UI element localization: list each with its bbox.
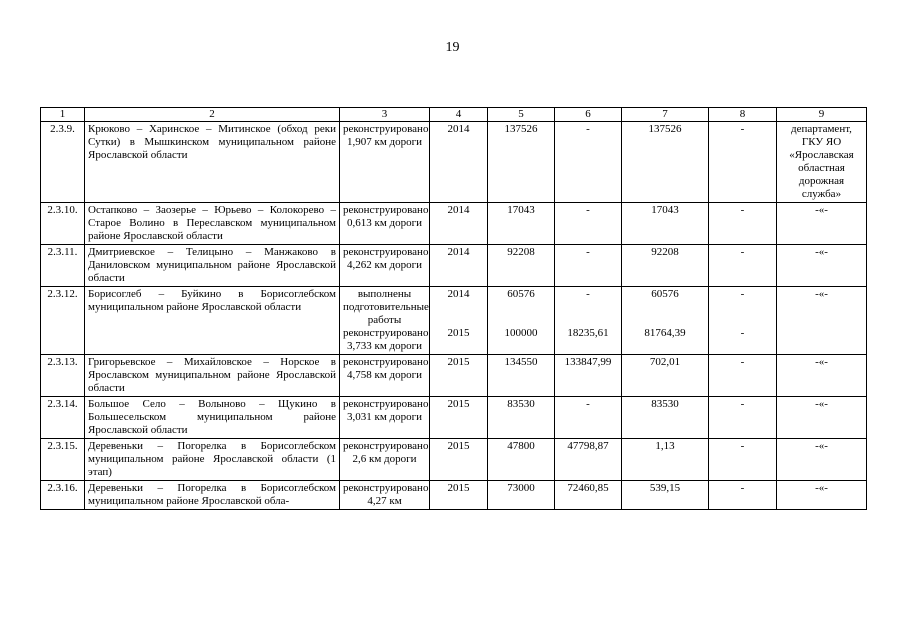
federal-funds: 81764,39 bbox=[644, 327, 686, 339]
regional-funds-cell bbox=[555, 245, 622, 287]
regional-funds: 72460,85 bbox=[567, 482, 609, 494]
road-name: Деревеньки – Погорелка в Борисоглебском муниципальном районе Ярославской области (1 этап) bbox=[85, 439, 340, 481]
federal-funds: 1,13 bbox=[655, 440, 675, 452]
regional-funds: 18235,61 bbox=[567, 327, 609, 339]
work-result-cell bbox=[340, 287, 430, 355]
year: 2014 bbox=[447, 246, 470, 258]
road-name: Деревеньки – Погорелка в Борисоглебском муниципальном районе Ярославской обла- bbox=[85, 481, 340, 510]
table-row bbox=[41, 287, 867, 355]
header-cell: 6 bbox=[555, 108, 622, 122]
federal-funds: 539,15 bbox=[649, 482, 681, 494]
year-cell bbox=[430, 245, 488, 287]
other-funds-cell bbox=[709, 439, 777, 481]
row-number: 2.3.13. bbox=[41, 355, 85, 397]
other-funds-cell bbox=[709, 245, 777, 287]
total-amount: 137526 bbox=[504, 123, 538, 135]
work-result: реконструировано 1,907 км дороги bbox=[343, 123, 429, 148]
other-funds: - bbox=[740, 398, 745, 410]
work-result-cell bbox=[340, 481, 430, 510]
year-cell bbox=[430, 439, 488, 481]
page-number: 19 bbox=[445, 40, 460, 55]
year-cell bbox=[430, 122, 488, 203]
other-funds-cell bbox=[709, 355, 777, 397]
federal-funds: 92208 bbox=[651, 246, 679, 258]
regional-funds: 47798,87 bbox=[567, 440, 609, 452]
executor: -«- bbox=[777, 203, 867, 245]
header-cell: 9 bbox=[777, 108, 867, 122]
other-funds-cell bbox=[709, 203, 777, 245]
executor: -«- bbox=[777, 397, 867, 439]
other-funds: - bbox=[740, 246, 745, 258]
regional-funds-cell bbox=[555, 355, 622, 397]
work-result: выполнены подготовительные работы bbox=[343, 288, 429, 326]
year-cell bbox=[430, 355, 488, 397]
regional-funds-cell bbox=[555, 439, 622, 481]
federal-funds-cell bbox=[622, 245, 709, 287]
other-funds: - bbox=[740, 204, 745, 216]
row-number: 2.3.10. bbox=[41, 203, 85, 245]
work-result: реконструировано 4,27 км bbox=[343, 482, 429, 507]
executor: -«- bbox=[777, 245, 867, 287]
header-cell: 8 bbox=[709, 108, 777, 122]
header-cell: 2 bbox=[85, 108, 340, 122]
road-name: Дмитриевское – Телицыно – Манжаково в Даниловском муниципальном районе Ярославской области bbox=[85, 245, 340, 287]
header-cell: 1 bbox=[41, 108, 85, 122]
total-amount: 134550 bbox=[504, 356, 538, 368]
total-amount: 60576 bbox=[507, 288, 535, 300]
executor: департамент, ГКУ ЯО «Ярославская областная дорожная служба» bbox=[777, 122, 867, 203]
other-funds-cell bbox=[709, 287, 777, 355]
total-amount: 73000 bbox=[507, 482, 535, 494]
other-funds-cell bbox=[709, 397, 777, 439]
work-result-cell bbox=[340, 397, 430, 439]
work-result: реконструировано 3,733 км дороги bbox=[343, 327, 429, 352]
total-amount-cell bbox=[488, 122, 555, 203]
header-cell: 3 bbox=[340, 108, 430, 122]
table-row bbox=[41, 245, 867, 287]
year-cell bbox=[430, 397, 488, 439]
year-cell bbox=[430, 481, 488, 510]
table-row bbox=[41, 355, 867, 397]
year: 2014 bbox=[447, 123, 470, 135]
header-cell: 4 bbox=[430, 108, 488, 122]
executor: -«- bbox=[777, 439, 867, 481]
regional-funds-cell bbox=[555, 203, 622, 245]
executor: -«- bbox=[777, 355, 867, 397]
regional-funds: - bbox=[586, 204, 590, 216]
total-amount: 100000 bbox=[504, 327, 538, 339]
federal-funds: 702,01 bbox=[649, 356, 681, 368]
total-amount-cell bbox=[488, 481, 555, 510]
regional-funds-cell bbox=[555, 122, 622, 203]
total-amount-cell bbox=[488, 287, 555, 355]
executor: -«- bbox=[777, 481, 867, 510]
other-funds: - bbox=[740, 123, 745, 135]
federal-funds: 17043 bbox=[651, 204, 679, 216]
table-header-row bbox=[41, 108, 867, 122]
federal-funds: 60576 bbox=[651, 288, 679, 300]
total-amount: 92208 bbox=[507, 246, 535, 258]
table-row bbox=[41, 439, 867, 481]
other-funds: - bbox=[740, 288, 745, 300]
table-row bbox=[41, 122, 867, 203]
regional-funds: 133847,99 bbox=[564, 356, 612, 368]
regional-funds-cell bbox=[555, 287, 622, 355]
road-name: Григорьевское – Михайловское – Норское в Ярославском муниципальном районе Ярославской области bbox=[85, 355, 340, 397]
table-row bbox=[41, 481, 867, 510]
work-result-cell bbox=[340, 439, 430, 481]
road-name: Борисоглеб – Буйкино в Борисоглебском муниципальном районе Ярославской области bbox=[85, 287, 340, 355]
row-number: 2.3.16. bbox=[41, 481, 85, 510]
work-result: реконструировано 4,758 км дороги bbox=[343, 356, 429, 381]
total-amount-cell bbox=[488, 245, 555, 287]
federal-funds-cell bbox=[622, 397, 709, 439]
federal-funds-cell bbox=[622, 287, 709, 355]
work-result: реконструировано 0,613 км дороги bbox=[343, 204, 429, 229]
other-funds-cell bbox=[709, 481, 777, 510]
regional-funds: - bbox=[586, 123, 590, 135]
road-name: Остапково – Заозерье – Юрьево – Колокорево – Старое Волино в Переславском муниципальном районе Ярославской области bbox=[85, 203, 340, 245]
work-result: реконструировано 2,6 км дороги bbox=[343, 440, 429, 465]
road-name: Большое Село – Волынoво – Щукино в Большесельском муниципальном районе Ярославской области bbox=[85, 397, 340, 439]
federal-funds: 83530 bbox=[651, 398, 679, 410]
row-number: 2.3.14. bbox=[41, 397, 85, 439]
year: 2015 bbox=[447, 327, 470, 339]
total-amount-cell bbox=[488, 397, 555, 439]
program-table bbox=[40, 107, 867, 510]
other-funds: - bbox=[740, 327, 745, 339]
executor: -«- bbox=[777, 287, 867, 355]
regional-funds: - bbox=[586, 246, 590, 258]
table-row bbox=[41, 397, 867, 439]
federal-funds-cell bbox=[622, 203, 709, 245]
road-name: Крюково – Харинское – Митинское (обход реки Сутки) в Мышкинском муниципальном районе Ярославской области bbox=[85, 122, 340, 203]
work-result: реконструировано 4,262 км дороги bbox=[343, 246, 429, 271]
total-amount: 83530 bbox=[507, 398, 535, 410]
work-result-cell bbox=[340, 203, 430, 245]
regional-funds-cell bbox=[555, 397, 622, 439]
header-cell: 5 bbox=[488, 108, 555, 122]
other-funds: - bbox=[740, 482, 745, 494]
regional-funds-cell bbox=[555, 481, 622, 510]
federal-funds-cell bbox=[622, 481, 709, 510]
work-result-cell bbox=[340, 355, 430, 397]
work-result-cell bbox=[340, 245, 430, 287]
year-cell bbox=[430, 287, 488, 355]
header-cell: 7 bbox=[622, 108, 709, 122]
row-number: 2.3.15. bbox=[41, 439, 85, 481]
federal-funds-cell bbox=[622, 355, 709, 397]
row-number: 2.3.12. bbox=[41, 287, 85, 355]
total-amount: 17043 bbox=[507, 204, 535, 216]
year: 2015 bbox=[447, 356, 470, 368]
work-result-cell bbox=[340, 122, 430, 203]
year: 2015 bbox=[447, 398, 470, 410]
federal-funds-cell bbox=[622, 122, 709, 203]
year: 2015 bbox=[447, 482, 470, 494]
other-funds: - bbox=[740, 356, 745, 368]
total-amount: 47800 bbox=[507, 440, 535, 452]
year-cell bbox=[430, 203, 488, 245]
table-row bbox=[41, 203, 867, 245]
year: 2014 bbox=[447, 204, 470, 216]
total-amount-cell bbox=[488, 203, 555, 245]
year: 2014 bbox=[447, 288, 470, 300]
total-amount-cell bbox=[488, 439, 555, 481]
row-number: 2.3.9. bbox=[41, 122, 85, 203]
work-result: реконструировано 3,031 км дороги bbox=[343, 398, 429, 423]
total-amount-cell bbox=[488, 355, 555, 397]
federal-funds-cell bbox=[622, 439, 709, 481]
row-number: 2.3.11. bbox=[41, 245, 85, 287]
regional-funds: - bbox=[586, 398, 590, 410]
other-funds: - bbox=[740, 440, 745, 452]
year: 2015 bbox=[447, 440, 470, 452]
regional-funds: - bbox=[586, 288, 590, 300]
federal-funds: 137526 bbox=[648, 123, 682, 135]
other-funds-cell bbox=[709, 122, 777, 203]
